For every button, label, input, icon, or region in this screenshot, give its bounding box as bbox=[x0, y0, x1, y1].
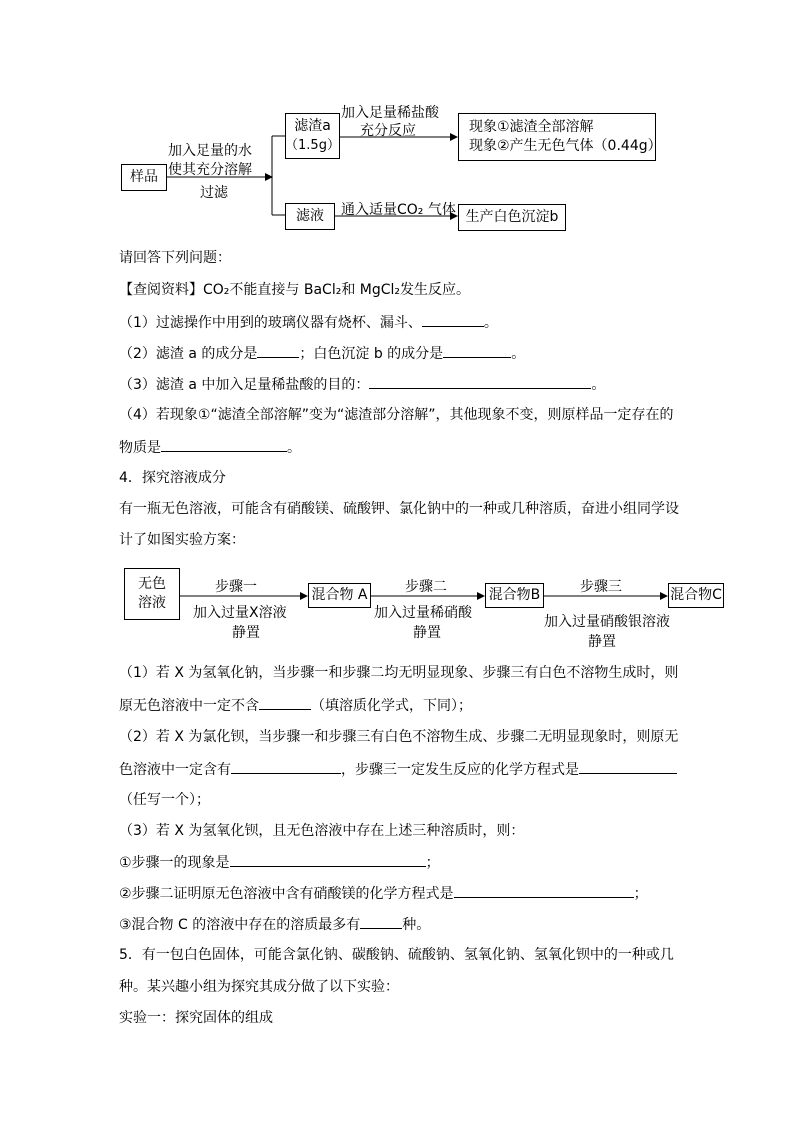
q4-p1-line1: （1）若 X 为氢氧化钠，当步骤一和步骤二均无明显现象、步骤三有白色不溶物生成时，则 bbox=[119, 665, 679, 681]
q3-sub2-end: 。 bbox=[511, 346, 526, 362]
answer-blank[interactable] bbox=[257, 343, 299, 358]
answer-blank[interactable] bbox=[454, 883, 634, 898]
residue-a-mass: （1.5g） bbox=[285, 138, 340, 153]
q4-p2-line3: （任写一个）； bbox=[119, 792, 210, 808]
precipitate-box bbox=[458, 204, 566, 231]
q4-p3-c bbox=[119, 914, 430, 935]
mixture-a-box bbox=[308, 583, 371, 608]
q3-sub3-end: 。 bbox=[591, 377, 606, 393]
acid-label-1: 加入足量稀盐酸 bbox=[341, 105, 439, 121]
step2-sub-1: 加入过量稀硝酸 bbox=[374, 605, 472, 621]
q4-title: 4．探究溶液成分 bbox=[119, 470, 226, 486]
filtrate-box bbox=[285, 203, 335, 230]
step3-sub-2: 静置 bbox=[588, 634, 616, 650]
q4-p2-text-a: 色溶液中一定含有 bbox=[119, 762, 231, 778]
precipitate-label: 生产白色沉淀b bbox=[465, 209, 559, 225]
step3-sub-1: 加入过量硝酸银溶液 bbox=[544, 614, 670, 630]
q4-p2-line1: （2）若 X 为氯化钡，当步骤一和步骤三有白色不溶物生成、步骤二无明显现象时，则原无 bbox=[119, 729, 679, 745]
q4-p2-text-b: ，步骤三一定发生反应的化学方程式是 bbox=[341, 762, 579, 778]
step1-sub-1: 加入过量X溶液 bbox=[193, 605, 287, 621]
mixture-c-box bbox=[668, 583, 724, 608]
mixture-b-box bbox=[485, 583, 544, 608]
q3-sub4-line1: （4）若现象①“滤渣全部溶解”变为“滤渣部分溶解”，其他现象不变，则原样品一定存在的 bbox=[119, 407, 674, 423]
answer-blank[interactable] bbox=[360, 914, 402, 929]
q5-line3: 实验一：探究固体的组成 bbox=[119, 1010, 273, 1026]
sample-box bbox=[121, 164, 167, 191]
observation-box bbox=[458, 113, 662, 161]
co2-label: 通入适量CO₂ 气体 bbox=[341, 202, 456, 218]
q4-p1-text-end: （填溶质化学式，下同）； bbox=[311, 698, 472, 714]
q4-p1-text: 原无色溶液中一定不含 bbox=[119, 698, 259, 714]
q3-sub4-end: 。 bbox=[287, 440, 301, 456]
q4-p3-b-end: ； bbox=[633, 886, 648, 902]
q4-p3-b bbox=[119, 883, 648, 904]
q4-p3-c-text: ③混合物 C 的溶液中存在的溶质最多有 bbox=[119, 917, 361, 933]
step3-label: 步骤三 bbox=[580, 579, 622, 595]
q3-info: 【查阅资料】CO₂不能直接与 BaCl₂和 MgCl₂发生反应。 bbox=[119, 282, 471, 298]
q4-p3-b-text: ②步骤二证明原无色溶液中含有硝酸镁的化学方程式是 bbox=[119, 886, 454, 902]
answer-blank[interactable] bbox=[161, 437, 287, 452]
observation-2: 现象②产生无色气体（0.44g） bbox=[469, 138, 662, 154]
answer-blank[interactable] bbox=[230, 852, 426, 867]
q3-prompt: 请回答下列问题： bbox=[119, 250, 231, 266]
q3-sub1-end: 。 bbox=[483, 315, 498, 331]
q4-p3-a-end: ； bbox=[425, 855, 440, 871]
q3-sub2-a: （2）滤渣 a 的成分是 bbox=[119, 346, 258, 362]
colorless-solution-label-1: 无色 bbox=[138, 576, 166, 592]
q3-sub3-text: （3）滤渣 a 中加入足量稀盐酸的目的： bbox=[119, 377, 370, 393]
q4-intro-1: 有一瓶无色溶液，可能含有硝酸镁、硫酸钾、氯化钠中的一种或几种溶质，奋进小组同学设 bbox=[119, 501, 679, 517]
acid-label-2: 充分反应 bbox=[360, 123, 416, 139]
q4-p3-c-end: 种。 bbox=[402, 917, 431, 933]
step-water-label-1: 加入足量的水 bbox=[168, 143, 252, 159]
residue-a-label: 滤渣a bbox=[294, 118, 331, 134]
residue-a-box bbox=[285, 113, 340, 159]
answer-blank[interactable] bbox=[443, 343, 511, 358]
q4-p3-line1: （3）若 X 为氢氧化钡，且无色溶液中存在上述三种溶质时，则： bbox=[119, 823, 525, 839]
mixture-b-label: 混合物B bbox=[488, 587, 541, 603]
q5-line1: 5．有一包白色固体，可能含氯化钠、碳酸钠、硫酸钠、氢氧化钠、氢氧化钡中的一种或几 bbox=[119, 947, 674, 963]
answer-blank[interactable] bbox=[231, 759, 341, 774]
q3-sub1 bbox=[119, 312, 498, 333]
q3-sub2-b: ；白色沉淀 b 的成分是 bbox=[299, 346, 444, 362]
step2-sub-2: 静置 bbox=[413, 625, 441, 641]
filtrate-label: 滤液 bbox=[296, 208, 324, 224]
colorless-solution-label-2: 溶液 bbox=[138, 595, 166, 611]
answer-blank[interactable] bbox=[369, 374, 591, 389]
answer-blank[interactable] bbox=[579, 759, 677, 774]
q4-intro-2: 计了如图实验方案： bbox=[119, 532, 245, 548]
q3-sub2 bbox=[119, 343, 525, 364]
q3-sub4-line2 bbox=[119, 437, 301, 458]
observation-1: 现象①滤渣全部溶解 bbox=[469, 119, 594, 135]
q4-p2-line2 bbox=[119, 759, 677, 780]
step1-label: 步骤一 bbox=[215, 579, 257, 595]
step-water-label-2: 使其充分溶解 bbox=[168, 162, 252, 178]
step2-label: 步骤二 bbox=[405, 579, 447, 595]
q3-sub1-text: （1）过滤操作中用到的玻璃仪器有烧杯、漏斗、 bbox=[119, 315, 422, 331]
q4-p1-line2 bbox=[119, 695, 472, 716]
answer-blank[interactable] bbox=[259, 695, 311, 710]
answer-blank[interactable] bbox=[422, 312, 484, 327]
step1-sub-2: 静置 bbox=[232, 625, 260, 641]
q3-sub4-text: 物质是 bbox=[119, 440, 161, 456]
step-water-label-3: 过滤 bbox=[200, 185, 228, 201]
q4-p3-a bbox=[119, 852, 440, 873]
mixture-c-label: 混合物C bbox=[670, 587, 722, 603]
mixture-a-label: 混合物 A bbox=[311, 587, 368, 603]
q3-sub3 bbox=[119, 374, 605, 395]
sample-label: 样品 bbox=[130, 169, 158, 185]
q4-p3-a-text: ①步骤一的现象是 bbox=[119, 855, 230, 871]
q5-line2: 种。某兴趣小组为探究其成分做了以下实验： bbox=[119, 979, 399, 995]
colorless-solution-box bbox=[124, 568, 180, 620]
